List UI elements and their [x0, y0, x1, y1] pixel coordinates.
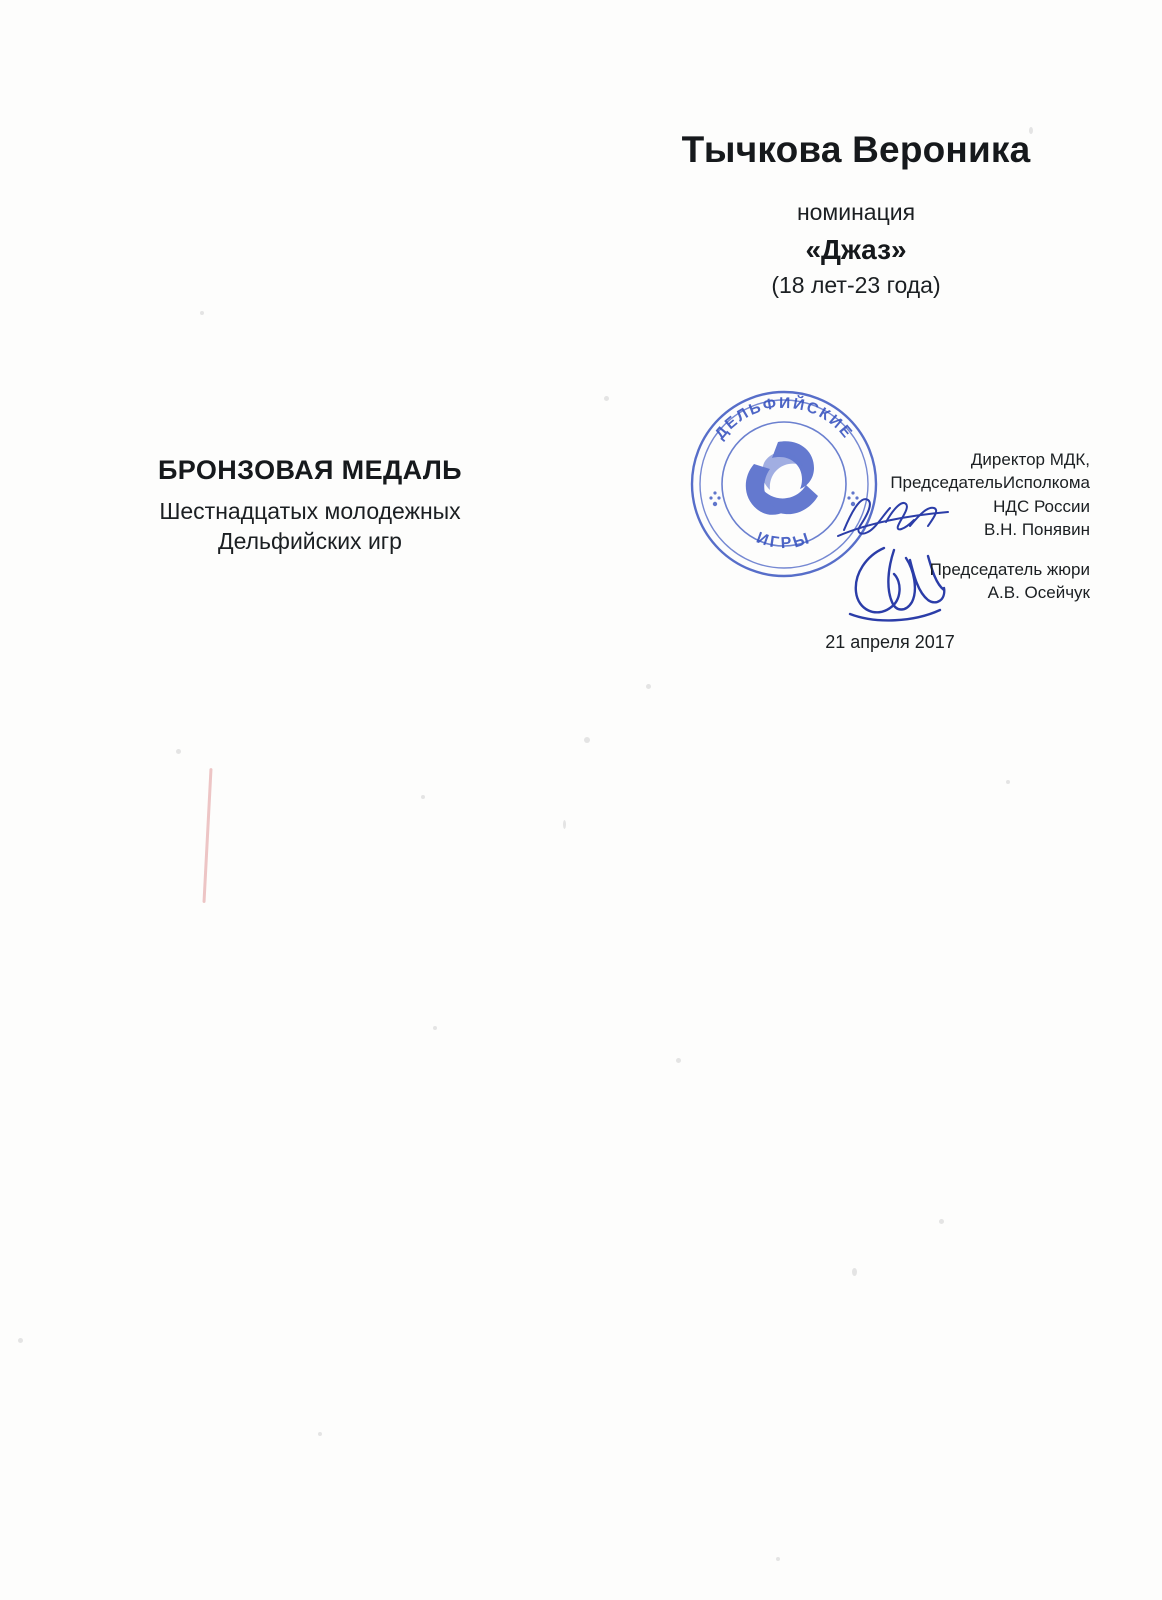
issue-date: 21 апреля 2017 — [825, 632, 955, 652]
signatory-director — [860, 448, 1090, 542]
award-block — [60, 455, 560, 557]
scan-speck — [176, 749, 181, 754]
recipient-name: Тычкова Вероника — [681, 129, 1031, 170]
scan-speck — [604, 396, 609, 401]
official-seal — [686, 386, 882, 582]
award-subtitle-line-1: Шестнадцатых молодежных — [159, 498, 461, 524]
nomination-age-category: (18 лет-23 года) — [771, 271, 941, 298]
recipient-block — [596, 130, 1116, 299]
signatory-name: В.Н. Понявин — [984, 520, 1090, 540]
signatory-role-line-1: Председатель жюри — [929, 560, 1090, 579]
scan-speck — [776, 1557, 780, 1561]
scan-speck — [939, 1219, 944, 1224]
signatory-name: А.В. Осейчук — [987, 583, 1090, 603]
svg-text:ДЕЛЬФИЙСКИЕ: ДЕЛЬФИЙСКИЕ — [711, 394, 857, 443]
signatory-role-line-1: Директор МДК, — [970, 450, 1090, 469]
nomination-title: «Джаз» — [805, 233, 907, 265]
scan-speck — [852, 1268, 857, 1276]
award-title: БРОНЗОВАЯ МЕДАЛЬ — [158, 455, 462, 485]
scan-speck — [563, 820, 566, 829]
scan-speck — [18, 1338, 23, 1343]
award-subtitle-line-2: Дельфийских игр — [218, 528, 402, 555]
award-subtitle — [60, 496, 560, 557]
scan-speck — [584, 737, 590, 743]
scan-speck — [200, 311, 204, 315]
scan-speck — [1006, 780, 1010, 784]
signatory-jury-chairman — [860, 558, 1090, 605]
scan-scratch — [202, 768, 212, 903]
signatory-role-line-3: НДС России — [993, 496, 1090, 516]
scan-speck — [676, 1058, 681, 1063]
signatory-role-line-2: ПредседательИсполкома — [890, 473, 1090, 493]
scan-speck — [433, 1026, 437, 1030]
nomination-label: номинация — [796, 198, 916, 225]
scan-speck — [421, 795, 425, 799]
scan-speck — [318, 1432, 322, 1436]
scan-speck — [646, 684, 651, 689]
svg-text:ИГРЫ: ИГРЫ — [754, 529, 814, 553]
